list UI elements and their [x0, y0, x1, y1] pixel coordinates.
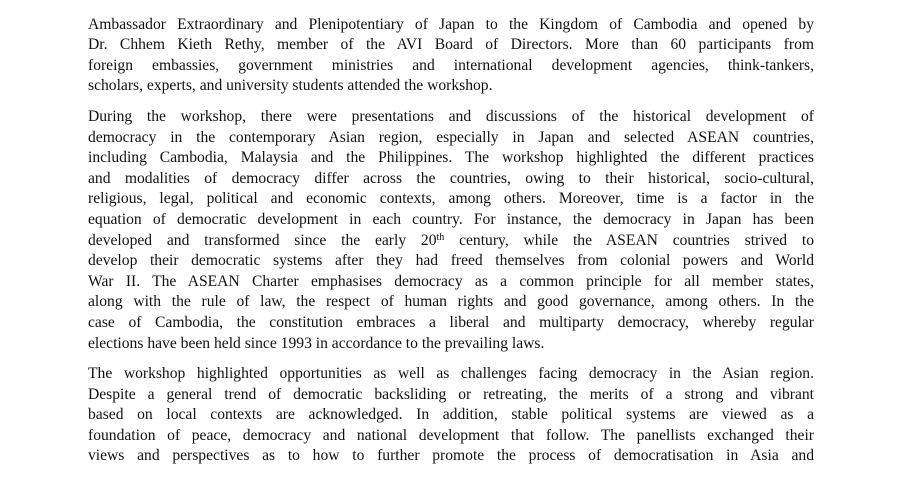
text-line: develop their democratic systems after they had freed themselves from colonial powers and World [88, 252, 814, 270]
text-line: along with the rule of law, the respect of human rights and good governance, among others. In the [88, 293, 814, 311]
paragraph-workshop-opportunities [88, 364, 814, 467]
text-line: and modalities of democracy differ across the countries, owing to their historical, socio-cultural, [88, 169, 814, 187]
paragraph-workshop-discussions [88, 107, 814, 354]
text-line: foreign embassies, government ministries and international development agencies, think-tankers, [88, 56, 814, 74]
text-line: including Cambodia, Malaysia and the Philippines. The workshop highlighted the different practices [88, 149, 814, 167]
text-segment: developed and transformed since the early 20 [88, 231, 437, 249]
text-line: War II. The ASEAN Charter emphasises democracy as a common principle for all member states, [88, 272, 814, 290]
text-line: Despite a general trend of democratic backsliding or retreating, the merits of a strong and vibrant [88, 385, 814, 403]
text-line-with-superscript [88, 231, 814, 252]
text-line: views and perspectives as to how to further promote the process of democratisation in Asia and [88, 447, 814, 465]
superscript-ordinal: th [436, 231, 445, 243]
document-page [88, 0, 814, 477]
text-line: case of Cambodia, the constitution embraces a liberal and multiparty democracy, whereby regular [88, 313, 814, 331]
text-line: Ambassador Extraordinary and Plenipotentiary of Japan to the Kingdom of Cambodia and opened by [88, 15, 814, 33]
text-line: During the workshop, there were presentations and discussions of the historical development of [88, 107, 814, 125]
text-line: Dr. Chhem Kieth Rethy, member of the AVI Board of Directors. More than 60 participants from [88, 36, 814, 54]
text-line: scholars, experts, and university students attended the workshop. [88, 77, 493, 95]
text-segment: century, while the ASEAN countries strived to [444, 231, 814, 249]
paragraph-workshop-opening [88, 0, 814, 97]
text-line: elections have been held since 1993 in accordance to the prevailing laws. [88, 334, 545, 352]
text-line: religious, legal, political and economic contexts, among others. Moreover, time is a factor in the [88, 190, 814, 208]
text-line: foundation of peace, democracy and national development that follow. The panellists exchanged their [88, 426, 814, 444]
text-line: The workshop highlighted opportunities as well as challenges facing democracy in the Asian region. [88, 365, 814, 383]
text-line: democracy in the contemporary Asian region, especially in Japan and selected ASEAN countries, [88, 128, 814, 146]
text-line: equation of democratic development in each country. For instance, the democracy in Japan has been [88, 210, 814, 228]
text-line: based on local contexts are acknowledged. In addition, stable political systems are viewed as a [88, 406, 814, 424]
